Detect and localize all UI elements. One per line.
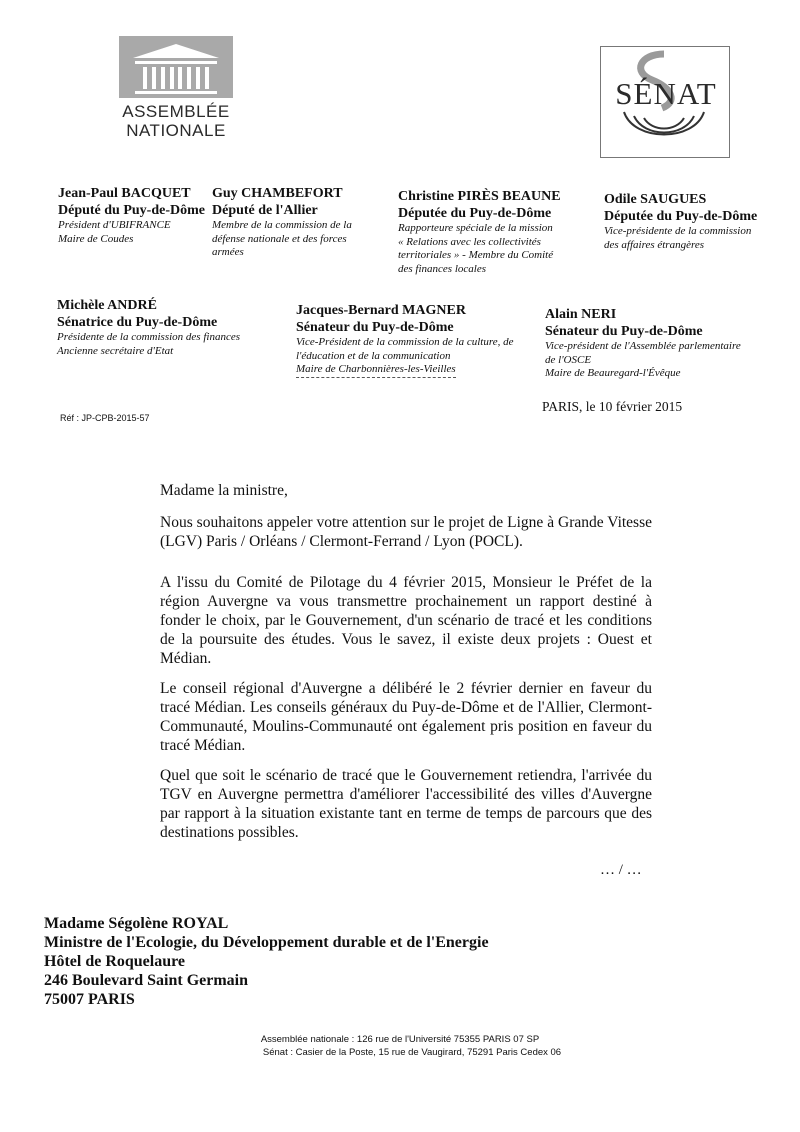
signatory-role: Vice-président de l'Assemblée parlementaire [545,340,741,352]
body-paragraph: Quel que soit le scénario de tracé que le Gouvernement retiendra, l'arrivée du TGV en Auvergne permettra d'améliorer l'accessibilité des villes d'Auvergne par rapport à la situation existante tant en terme de temps de parcours que des destinations possibles. [160,767,652,841]
signatory-bacquet [58,185,205,246]
body-paragraph: Nous souhaitons appeler votre attention sur le projet de Ligne à Grande Vitesse (LGV) Paris / Orléans / Clermont-Ferrand / Lyon (POCL). [160,514,652,550]
recipient-line: Hôtel de Roquelaure [44,953,186,970]
footer-line-senat: Sénat : Casier de la Poste, 15 rue de Vaugirard, 75291 Paris Cedex 06 [262,1047,562,1058]
signatory-role: Président d'UBIFRANCE [58,219,171,231]
signatory-chambefort [212,185,352,260]
footer-line-assemblee: Assemblée nationale : 126 rue de l'Université 75355 PARIS 07 SP [260,1034,540,1045]
salutation: Madame la ministre, [160,482,288,499]
signatory-role: Vice-Président de la commission de la culture, de [296,336,514,348]
recipient-line: 75007 PARIS [44,991,135,1008]
signatory-title: Député de l'Allier [212,203,318,218]
signatory-name: Jean-Paul BACQUET [58,186,191,201]
signatory-role: de l'OSCE [545,353,592,366]
signatory-role: Maire de Charbonnières-les-Vieilles [296,363,456,378]
signatory-andre [57,297,240,358]
signatory-name: Alain NERI [545,307,617,322]
assemblee-logo-line1: ASSEMBLÉE [122,102,230,121]
signatory-role: des affaires étrangères [604,238,705,251]
signatory-role: des finances locales [398,262,486,275]
signatory-title: Sénatrice du Puy-de-Dôme [57,315,218,330]
signatory-name: Odile SAUGUES [604,192,707,207]
signatory-role: territoriales » - Membre du Comité [398,249,554,261]
signatory-role: Présidente de la commission des finances [57,331,240,343]
signatory-role: l'éducation et de la communication [296,349,451,362]
signatory-role: « Relations avec les collectivités [398,235,541,248]
assemblee-emblem-icon [119,36,233,98]
body-paragraph: A l'issu du Comité de Pilotage du 4 février 2015, Monsieur le Préfet de la région Auvergne va vous transmettre prochainement un rapport destiné à fonder le choix, par le Gouvernement, d'un scénario de tracé et les conditions de la poursuite des études. Vous le savez, il existe deux projets : Ouest et Médian. [160,574,652,667]
signatory-title: Députée du Puy-de-Dôme [604,209,758,224]
signatory-neri [545,306,741,381]
signatory-saugues [604,191,757,252]
assemblee-logo-line2: NATIONALE [126,121,226,140]
signatory-role: Maire de Beauregard-l'Évêque [545,367,681,379]
signatory-pires-beaune [398,188,561,276]
signatory-name: Guy CHAMBEFORT [212,186,343,201]
senat-logo [600,46,730,158]
signatory-title: Députée du Puy-de-Dôme [398,206,552,221]
senat-logo-word: SÉNAT [615,76,717,111]
continuation-mark: … / … [600,862,642,878]
signatory-name: Jacques-Bernard MAGNER [296,303,466,318]
signatory-name: Christine PIRÈS BEAUNE [398,189,561,204]
signatory-magner [296,302,514,378]
signatory-role: Maire de Coudes [58,232,134,245]
reference-number: Réf : JP-CPB-2015-57 [60,413,150,423]
signatory-name: Michèle ANDRÉ [57,298,157,313]
signatory-role: Vice-présidente de la commission [604,225,752,237]
recipient-line: Ministre de l'Ecologie, du Développement durable et de l'Energie [44,934,489,951]
signatory-title: Député du Puy-de-Dôme [58,203,205,218]
recipient-address [44,914,489,1009]
signatory-title: Sénateur du Puy-de-Dôme [545,324,703,339]
signatory-role: Membre de la commission de la [212,219,352,231]
signatory-role: défense nationale et des forces [212,232,347,245]
recipient-line: Madame Ségolène ROYAL [44,915,229,932]
recipient-line: 246 Boulevard Saint Germain [44,972,249,989]
signatory-role: armées [212,246,244,258]
body-paragraph: Le conseil régional d'Auvergne a délibéré le 2 février dernier en faveur du tracé Médian. Les conseils généraux du Puy-de-Dôme et de l'Allier, Clermont-Communauté, Moulins-Communauté ont également pris position en faveur du tracé Médian. [160,680,652,754]
assemblee-nationale-logo [112,36,240,144]
signatory-title: Sénateur du Puy-de-Dôme [296,320,454,335]
footer-addresses [0,1033,800,1059]
signatory-role: Ancienne secrétaire d'Etat [57,344,174,357]
letter-date: PARIS, le 10 février 2015 [542,399,683,414]
signatory-role: Rapporteure spéciale de la mission [398,222,553,234]
